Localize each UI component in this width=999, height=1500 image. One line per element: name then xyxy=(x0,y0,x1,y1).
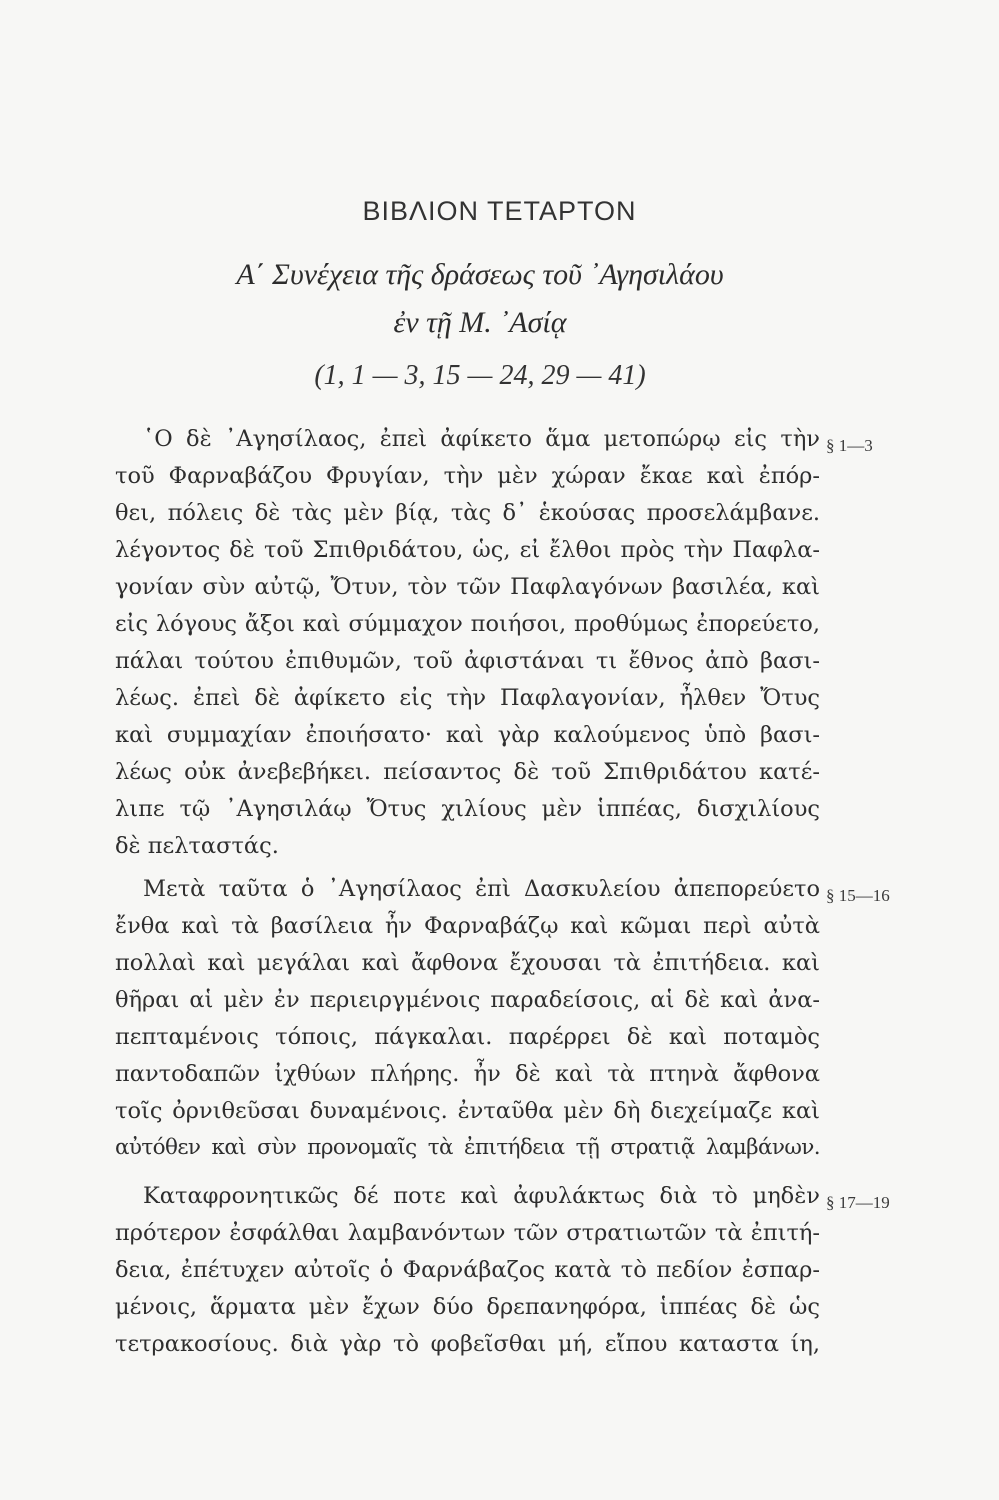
text-line: Καταφρονητικῶς δέ ποτε καὶ ἀφυλάκτως διὰ τὸ μηδὲν xyxy=(143,1183,820,1209)
text-line: τοῦ Φαρναβάζου Φρυγίαν, τὴν μὲν χώραν ἔκαε καὶ ἐπόρ- xyxy=(115,463,820,489)
text-line: δὲ πελταστάς. xyxy=(115,833,279,859)
text-line: ῾Ο δὲ ᾿Αγησίλαος, ἐπεὶ ἀφίκετο ἅμα μετοπώρῳ εἰς τὴν xyxy=(143,426,820,452)
chapter-title-line-2: ἐν τῇ Μ. ᾿Ασίᾳ xyxy=(393,306,567,339)
text-line: γονίαν σὺν αὐτῷ, Ὄτυν, τὸν τῶν Παφλαγόνων βασιλέα, καὶ xyxy=(115,574,820,600)
text-line: λιπε τῷ ᾿Αγησιλάῳ Ὄτυς χιλίους μὲν ἱππέας, δισχιλίους xyxy=(115,796,820,822)
text-line: λέγοντος δὲ τοῦ Σπιθριδάτου, ὡς, εἰ ἔλθοι πρὸς τὴν Παφλα- xyxy=(115,537,820,563)
text-line: πολλαὶ καὶ μεγάλαι καὶ ἄφθονα ἔχουσαι τὰ ἐπιτήδεια. καὶ xyxy=(115,950,820,976)
text-line: λέως. ἐπεὶ δὲ ἀφίκετο εἰς τὴν Παφλαγονίαν, ἦλθεν Ὄτυς xyxy=(115,685,820,711)
text-line: παντοδαπῶν ἰχθύων πλήρης. ἦν δὲ καὶ τὰ πτηνὰ ἄφθονα xyxy=(115,1061,820,1087)
text-line: τοῖς ὀρνιθεῦσαι δυναμένοις. ἐνταῦθα μὲν δὴ διεχείμαζε καὶ xyxy=(115,1098,820,1124)
text-line: εἰς λόγους ἄξοι καὶ σύμμαχον ποιήσοι, προθύμως ἐπορεύετο, xyxy=(115,611,820,637)
text-line: θῆραι αἱ μὲν ἐν περιειργμένοις παραδείσοις, αἱ δὲ καὶ ἀνα- xyxy=(115,987,820,1013)
margin-note: § 17—19 xyxy=(826,1193,890,1212)
margin-note: § 15—16 xyxy=(826,886,890,905)
text-line: πρότερον ἐσφάλθαι λαμβανόντων τῶν στρατιωτῶν τὰ ἐπιτή- xyxy=(115,1220,820,1246)
text-line: λέως οὐκ ἀνεβεβήκει. πείσαντος δὲ τοῦ Σπιθριδάτου κατέ- xyxy=(115,759,820,785)
book-title: ΒΙΒΛΙΟΝ ΤΕΤΑΡΤΟΝ xyxy=(362,196,637,226)
margin-note: § 1—3 xyxy=(826,436,873,455)
chapter-title-line-1: Α΄ Συνέχεια τῆς δράσεως τοῦ ᾿Αγησιλάου xyxy=(236,258,724,291)
text-line: τετρακοσίους. διὰ γὰρ τὸ φοβεῖσθαι μή, εἴπου καταστα ίη, xyxy=(115,1331,820,1357)
text-line: θει, πόλεις δὲ τὰς μὲν βίᾳ, τὰς δ᾿ ἑκούσας προσελάμβανε. xyxy=(115,500,820,526)
text-line: αὐτόθεν καὶ σὺν προνομαῖς τὰ ἐπιτήδεια τῇ στρατιᾷ λαμβάνων. xyxy=(115,1135,820,1160)
text-line: πεπταμένοις τόποις, πάγκαλαι. παρέρρει δὲ καὶ ποταμὸς xyxy=(115,1024,820,1050)
chapter-reference: (1, 1 — 3, 15 — 24, 29 — 41) xyxy=(314,360,646,391)
text-line: πάλαι τούτου ἐπιθυμῶν, τοῦ ἀφιστάναι τι ἔθνος ἀπὸ βασι- xyxy=(115,648,820,674)
text-line: καὶ συμμαχίαν ἐποιήσατο· καὶ γὰρ καλούμενος ὑπὸ βασι- xyxy=(115,722,820,748)
text-line: δεια, ἐπέτυχεν αὐτοῖς ὁ Φαρνάβαζος κατὰ τὸ πεδίον ἐσπαρ- xyxy=(115,1257,820,1283)
text-line: Μετὰ ταῦτα ὁ ᾿Αγησίλαος ἐπὶ Δασκυλείου ἀπεπορεύετο xyxy=(143,876,820,902)
text-line: μένοις, ἅρματα μὲν ἔχων δύο δρεπανηφόρα, ἱππέας δὲ ὡς xyxy=(115,1294,820,1320)
text-line: ἔνθα καὶ τὰ βασίλεια ἦν Φαρναβάζῳ καὶ κῶμαι περὶ αὐτὰ xyxy=(115,913,820,939)
